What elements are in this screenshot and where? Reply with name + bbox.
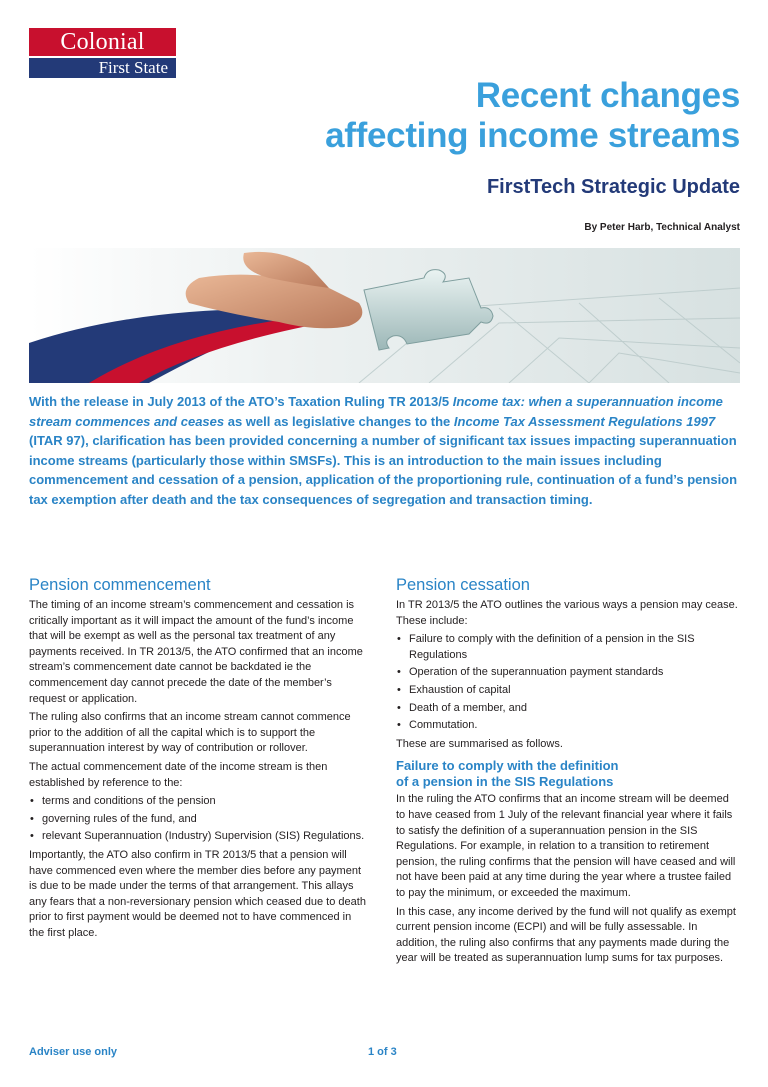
intro-ruling-title: Income tax: when a superannuation income stream commences and ceases [29,394,723,429]
subheading-line-1: Failure to comply with the definition [396,758,619,774]
intro-text-2: as well as legislative changes to the [224,413,454,429]
author-byline: By Peter Harb, Technical Analyst [584,222,740,233]
footer-disclaimer: Adviser use only [29,1046,118,1058]
page-number: 1 of 3 [368,1046,397,1058]
list-item: • Operation of the superannuation payment standards [396,665,741,681]
page-title [325,76,740,156]
logo-line-2: First State [29,58,176,78]
cessation-paragraph-4: In this case, any income derived by the fund will not qualify as exempt current pension income (ECPI) and will be fully assessable. In addition, the ruling also confirms that any payments made during the year will be treated as superannuation lump sums for tax purposes. [396,905,736,965]
page-subtitle: FirstTech Strategic Update [486,176,740,198]
cessation-bullet-list [396,632,741,734]
cessation-paragraph-3: In the ruling the ATO confirms that an income stream will be deemed to have ceased from 1 July of the relevant financial year where it fails to satisfy the definition of a superannuation pension in the SIS Regulations. For example, in relation to a transition to retirement pension, the ruling confirms that the pension will have ceased and will not have been paid at any time during the year where a trustee failed to pay the minimum, or exceeded the maximum. [396,793,736,899]
list-item: • terms and conditions of the pension [29,794,368,810]
title-line-2: affecting income streams [325,116,740,155]
pension-commencement-heading: Pension commencement [29,576,211,594]
commencement-paragraph-2: The ruling also confirms that an income stream cannot commence prior to the addition of all the capital which is to support the superannuation interest by way of contribution or rollover. [29,711,351,755]
cessation-paragraph-2: These are summarised as follows. [396,737,563,750]
intro-regulations-title: Income Tax Assessment Regulations 1997 [453,413,716,429]
commencement-paragraph-1: The timing of an income stream’s commencement and cessation is critically important as it will impact the amount of the fund’s income that will be exempt as well as the personal tax treatment of any payments received. In TR 2013/5, the ATO confirmed that an income stream’s commencement date cannot be backdated ie the commencement day cannot precede the date of the member’s request or application. [29,599,363,705]
failure-to-comply-subheading [396,758,741,790]
list-item: • Exhaustion of capital [396,683,741,699]
commencement-bullet-list [29,794,368,845]
hand-puzzle-piece-icon [29,248,740,383]
pension-cessation-heading: Pension cessation [396,576,530,594]
logo-line-1: Colonial [29,28,176,56]
pension-commencement-section [29,575,368,944]
list-item: • Commutation. [396,718,741,734]
commencement-paragraph-4: Importantly, the ATO also confirm in TR 2013/5 that a pension will have commenced even where the member dies before any payment is due to be made under the terms of that arrangement. This allays any fears that a non-reversionary pension which ceased due to death prior to first payment would be deemed not to have commenced in the first place. [29,848,366,939]
subheading-line-2: of a pension in the SIS Regulations [396,774,614,790]
pension-cessation-section [396,575,741,970]
title-line-1: Recent changes [475,76,740,115]
list-item: • relevant Superannuation (Industry) Supervision (SIS) Regulations. [29,829,368,845]
colonial-first-state-logo [29,28,176,78]
intro-text-3: (ITAR 97), clarification has been provided concerning a number of significant tax issues impacting superannuation income streams (particularly those within SMSFs). This is an introduction to the main issues including commencement and cessation of a pension, application of the proportioning rule, continuation of a fund’s pension tax exemption after death and the tax consequences of segregation and transaction timing. [29,433,738,507]
list-item: • governing rules of the fund, and [29,812,368,828]
list-item: • Failure to comply with the definition of a pension in the SIS Regulations [396,632,741,663]
cessation-paragraph-1: In TR 2013/5 the ATO outlines the various ways a pension may cease. These include: [396,599,738,627]
intro-paragraph [29,392,741,509]
intro-text-1: With the release in July 2013 of the ATO’s Taxation Ruling TR 2013/5 [29,394,453,409]
hero-puzzle-image [29,248,740,383]
list-item: • Death of a member, and [396,701,741,717]
commencement-paragraph-3: The actual commencement date of the income stream is then established by reference to the: [29,760,328,789]
